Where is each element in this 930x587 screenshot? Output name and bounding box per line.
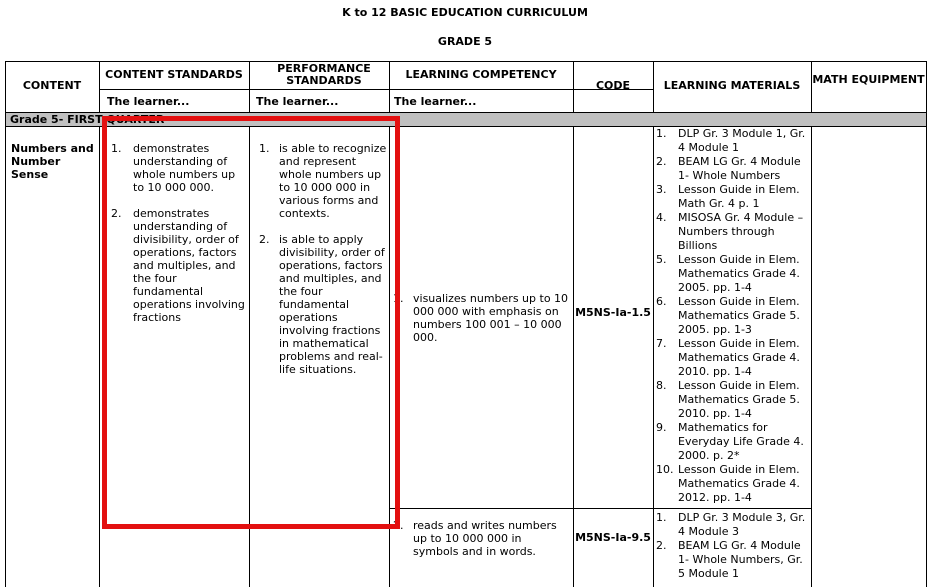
- list-item: 3. Lesson Guide in Elem. Math Gr. 4 p. 1: [656, 183, 800, 210]
- header-learning-competency: LEARNING COMPETENCY: [405, 68, 557, 81]
- header-content-standards: CONTENT STANDARDS: [105, 68, 243, 81]
- highlight-box: [102, 116, 400, 529]
- header-performance-standards: PERFORMANCE STANDARDS: [277, 62, 371, 87]
- code-1: M5NS-Ia-1.5: [575, 306, 651, 319]
- list-item: 2. BEAM LG Gr. 4 Module 1- Whole Numbers, Gr. 5 Module 1: [656, 539, 803, 580]
- list-item: 1. visualizes numbers up to 10 000 000 with emphasis on numbers 100 001 – 10 000 000.: [393, 292, 569, 344]
- learning-materials-1: [656, 127, 808, 505]
- list-item: 6. Lesson Guide in Elem. Mathematics Grade 5. 2005. pp. 1-3: [656, 295, 800, 336]
- learning-competency-2: [393, 519, 569, 558]
- list-item: 7. Lesson Guide in Elem. Mathematics Grade 4. 2010. pp. 1-4: [656, 337, 800, 378]
- list-item: 5. Lesson Guide in Elem. Mathematics Grade 4. 2005. pp. 1-4: [656, 253, 800, 294]
- header-code: CODE: [595, 79, 631, 92]
- list-item: 10. Lesson Guide in Elem. Mathematics Grade 4. 2012. pp. 1-4: [656, 463, 800, 504]
- document-title: K to 12 BASIC EDUCATION CURRICULUM: [342, 6, 588, 19]
- list-item: 1. DLP Gr. 3 Module 1, Gr. 4 Module 1: [656, 127, 806, 154]
- header-math-equipment: MATH EQUIPMENT: [812, 73, 925, 86]
- curriculum-table: [5, 61, 927, 587]
- list-item: 2. BEAM LG Gr. 4 Module 1- Whole Numbers: [656, 155, 801, 182]
- subheader-content-standards: The learner...: [107, 95, 190, 108]
- subheader-performance-standards: The learner...: [256, 95, 339, 108]
- list-item: 2. demonstrates understanding of divisibility, order of operations, factors and multiples, and the four fundamental operations involving fractions: [111, 207, 245, 324]
- list-item: 1. DLP Gr. 3 Module 3, Gr. 4 Module 3: [656, 511, 806, 538]
- content-area: Numbers and Number Sense: [11, 142, 94, 181]
- list-item: 2. reads and writes numbers up to 10 000 000 in symbols and in words.: [393, 519, 557, 558]
- code-2: M5NS-Ia-9.5: [575, 531, 651, 544]
- list-item: 9. Mathematics for Everyday Life Grade 4. 2000. p. 2*: [656, 421, 804, 462]
- subheader-learning-competency: The learner...: [394, 95, 477, 108]
- quarter-label: Grade 5- FIRST QUARTER: [10, 113, 165, 126]
- grade-title: GRADE 5: [437, 35, 493, 48]
- header-content: CONTENT: [22, 79, 82, 92]
- header-learning-materials: LEARNING MATERIALS: [663, 79, 801, 92]
- list-item: 4. MISOSA Gr. 4 Module – Numbers through Billions: [656, 211, 804, 252]
- list-item: 2. is able to apply divisibility, order of operations, factors and multiples, and the four fundamental operations involving fractions in mathematical problems and real-life situations.: [259, 233, 385, 376]
- learning-materials-2: [656, 511, 808, 581]
- list-item: 8. Lesson Guide in Elem. Mathematics Grade 5. 2010. pp. 1-4: [656, 379, 800, 420]
- list-item: 1. demonstrates understanding of whole numbers up to 10 000 000.: [111, 142, 236, 194]
- list-item: 1. is able to recognize and represent whole numbers up to 10 000 000 in various forms and contexts.: [259, 142, 387, 220]
- learning-competency-1: [393, 292, 569, 344]
